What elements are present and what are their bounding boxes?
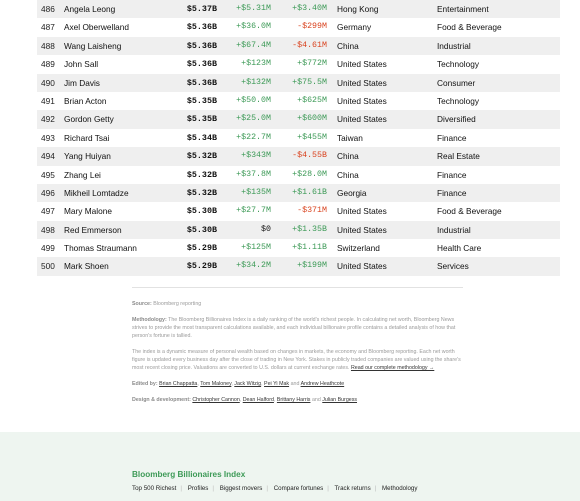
country-cell: China	[337, 40, 359, 51]
last-change-cell: +$132M	[241, 77, 271, 87]
rank-cell: 495	[41, 169, 55, 180]
designer-link[interactable]: Brittany Harris	[276, 397, 311, 403]
ytd-change-cell: +$28.0M	[292, 169, 327, 179]
nav-separator: |	[266, 485, 268, 492]
table-row[interactable]	[37, 239, 560, 257]
rank-cell: 496	[41, 187, 55, 198]
table-row[interactable]	[37, 0, 560, 18]
country-cell: United States	[337, 206, 387, 217]
last-change-cell: +$22.7M	[236, 132, 271, 142]
industry-cell: Consumer	[437, 77, 476, 88]
industry-cell: Services	[437, 261, 469, 272]
name-cell[interactable]: Angela Leong	[64, 4, 116, 14]
industry-cell: Industrial	[437, 40, 471, 51]
editor-link[interactable]: Andrew Heathcote	[300, 381, 345, 387]
last-change-cell: +$343M	[241, 151, 271, 161]
ytd-change-cell: +$3.40M	[292, 4, 327, 13]
editors-and: and	[290, 381, 300, 387]
name-cell[interactable]: Jim Davis	[64, 77, 100, 88]
source-label: Source:	[132, 301, 152, 307]
index-note	[132, 348, 463, 372]
industry-cell: Diversified	[437, 114, 476, 125]
net-worth-cell: $5.29B	[186, 243, 217, 254]
last-change-cell: +$25.0M	[236, 114, 271, 124]
rank-cell: 488	[41, 40, 55, 51]
rank-cell: 486	[41, 4, 55, 14]
edited-by-note: Edited by: Brian Chappatta, Tom Maloney, Jack Witzig, Pei Yi Mak and Andrew Heathcote	[132, 381, 345, 387]
table-row[interactable]	[37, 166, 560, 184]
ytd-change-cell: +$772M	[297, 59, 327, 69]
rank-cell: 490	[41, 77, 55, 88]
table-row[interactable]	[37, 202, 560, 220]
last-change-cell: +$34.2M	[236, 261, 271, 271]
name-cell[interactable]: Thomas Straumann	[64, 243, 137, 254]
country-cell: Georgia	[337, 187, 367, 198]
table-row[interactable]	[37, 37, 560, 55]
net-worth-cell: $5.37B	[186, 4, 217, 14]
last-change-cell: +$123M	[241, 59, 271, 69]
name-cell[interactable]: Brian Acton	[64, 95, 107, 106]
design-note: Design & development: Christopher Cannon, Dean Halford, Brittany Harris and Julian Burgess	[132, 397, 358, 403]
net-worth-cell: $5.29B	[186, 261, 217, 272]
rank-cell: 499	[41, 243, 55, 254]
industry-cell: Finance	[437, 132, 467, 143]
editor-link[interactable]: Pei Yi Mak	[264, 381, 290, 387]
name-cell[interactable]: Wang Laisheng	[64, 40, 122, 51]
name-cell[interactable]: Mary Malone	[64, 206, 112, 217]
industry-cell: Food & Beverage	[437, 206, 502, 217]
name-cell[interactable]: Mikheil Lomtadze	[64, 187, 129, 198]
name-cell[interactable]: John Sall	[64, 59, 99, 70]
country-cell: China	[337, 151, 359, 162]
rank-cell: 498	[41, 224, 55, 235]
designer-link[interactable]: Dean Halford	[242, 397, 274, 403]
designer-link[interactable]: Christopher Cannon	[192, 397, 240, 403]
country-cell: United States	[337, 95, 387, 106]
name-cell[interactable]: Yang Huiyan	[64, 151, 111, 162]
country-cell: China	[337, 169, 359, 180]
country-cell: Germany	[337, 22, 372, 33]
nav-separator: |	[374, 485, 377, 492]
net-worth-cell: $5.34B	[186, 132, 217, 143]
rank-cell: 500	[41, 261, 55, 272]
footer-brand[interactable]: Bloomberg Billionaires Index	[132, 470, 246, 479]
industry-cell: Industrial	[437, 224, 471, 235]
notes-section	[132, 287, 463, 412]
designers-and: and	[311, 397, 321, 403]
ytd-change-cell: -$4.61M	[292, 40, 327, 50]
name-cell[interactable]: Mark Shoen	[64, 261, 109, 272]
ytd-change-cell: +$75.5M	[292, 77, 327, 87]
table-row[interactable]	[37, 129, 560, 147]
methodology-note	[132, 316, 463, 340]
last-change-cell: +$67.4M	[236, 40, 271, 50]
rank-cell: 489	[41, 59, 55, 70]
table-row[interactable]	[37, 74, 560, 92]
nav-separator: |	[180, 485, 182, 492]
ytd-change-cell: +$1.11B	[292, 243, 327, 253]
net-worth-cell: $5.32B	[186, 187, 217, 198]
nav-separator: |	[327, 485, 329, 492]
footer-nav-track-returns[interactable]: Track returns	[334, 485, 371, 492]
methodology-text: The Bloomberg Billionaires Index is a daily ranking of the world's richest people. In calculating net worth, Bloomberg News strives to provide the most transparent calculations available, and each individual billionaire profile contains a detailed analysis of how that person's fortune is tallied.	[132, 317, 456, 339]
table-row[interactable]	[37, 55, 560, 73]
editor-link[interactable]: Tom Maloney	[200, 381, 232, 387]
designer-link[interactable]: Julian Burgess	[322, 397, 358, 403]
table-row[interactable]	[37, 184, 560, 202]
net-worth-cell: $5.35B	[186, 114, 217, 125]
country-cell: United States	[337, 224, 387, 235]
net-worth-cell: $5.32B	[186, 151, 217, 162]
ytd-change-cell: +$199M	[297, 261, 327, 271]
country-cell: Switzerland	[337, 243, 380, 254]
table-row[interactable]	[37, 147, 560, 165]
table-row[interactable]	[37, 92, 560, 110]
name-cell[interactable]: Richard Tsai	[64, 132, 110, 143]
edited-label: Edited by:	[132, 381, 158, 387]
footer-nav-methodology[interactable]: Methodology	[382, 485, 418, 492]
industry-cell: Technology	[437, 95, 479, 106]
footer-nav-top500[interactable]: Top 500 Richest	[132, 485, 177, 492]
name-cell[interactable]: Zhang Lei	[64, 169, 101, 180]
billionaires-table	[37, 0, 560, 276]
ytd-change-cell: +$1.35B	[292, 224, 327, 234]
footer-nav-compare-fortunes[interactable]: Compare fortunes	[273, 485, 324, 492]
table-row[interactable]	[37, 221, 560, 239]
name-cell[interactable]: Red Emmerson	[64, 224, 122, 235]
last-change-cell: +$125M	[241, 243, 271, 253]
net-worth-cell: $5.36B	[186, 22, 217, 33]
net-worth-cell: $5.30B	[186, 206, 217, 217]
industry-cell: Health Care	[437, 243, 482, 254]
country-cell: United States	[337, 261, 387, 272]
country-cell: United States	[337, 59, 387, 70]
last-change-cell: +$37.8M	[236, 169, 271, 179]
methodology-link[interactable]: Read our complete methodology →	[350, 365, 435, 371]
last-change-cell: +$36.0M	[236, 22, 271, 32]
industry-cell: Finance	[437, 169, 467, 180]
last-change-cell: +$5.31M	[236, 4, 271, 13]
last-change-cell: $0	[261, 224, 271, 234]
country-cell: Hong Kong	[337, 4, 379, 14]
industry-cell: Real Estate	[437, 151, 480, 162]
ytd-change-cell: +$625M	[297, 95, 327, 105]
net-worth-cell: $5.32B	[186, 169, 217, 180]
country-cell: Taiwan	[337, 132, 363, 143]
rank-cell: 497	[41, 206, 55, 217]
ytd-change-cell: -$299M	[297, 22, 327, 32]
net-worth-cell: $5.30B	[186, 224, 217, 235]
rank-cell: 491	[41, 95, 55, 106]
editor-link[interactable]: Jack Witzig	[234, 381, 262, 387]
ytd-change-cell: -$371M	[297, 206, 327, 216]
ytd-change-cell: +$455M	[297, 132, 327, 142]
net-worth-cell: $5.35B	[186, 95, 217, 106]
net-worth-cell: $5.36B	[186, 59, 217, 70]
ytd-change-cell: -$4.55B	[292, 151, 327, 161]
industry-cell: Technology	[437, 59, 479, 70]
rank-cell: 487	[41, 22, 55, 33]
table-row[interactable]	[37, 257, 560, 275]
footer-nav	[132, 485, 417, 492]
industry-cell: Food & Beverage	[437, 22, 502, 33]
source-note	[132, 300, 463, 308]
rank-cell: 492	[41, 114, 55, 125]
industry-cell: Finance	[437, 187, 467, 198]
last-change-cell: +$27.7M	[236, 206, 271, 216]
last-change-cell: +$135M	[241, 187, 271, 197]
name-cell[interactable]: Gordon Getty	[64, 114, 114, 125]
table-row[interactable]	[37, 18, 560, 36]
rank-cell: 494	[41, 151, 55, 162]
ytd-change-cell: +$1.61B	[292, 187, 327, 197]
net-worth-cell: $5.36B	[186, 77, 217, 88]
table-row[interactable]	[37, 110, 560, 128]
footer-nav-biggest-movers[interactable]: Biggest movers	[219, 485, 263, 492]
name-cell[interactable]: Axel Oberwelland	[64, 22, 130, 33]
footer-nav-profiles[interactable]: Profiles	[187, 485, 209, 492]
methodology-label: Methodology:	[132, 317, 167, 323]
industry-cell: Entertainment	[437, 4, 489, 14]
index-text: The index is a dynamic measure of personal wealth based on changes in markets, the economy and Bloomberg reporting. Each net worth figure is updated every business day after the close of trading in New York. Stakes in publicly traded companies are valued using the share's most recent closing price. Valuations are converted to U.S. dollars at current exchange rates.	[132, 349, 461, 371]
net-worth-cell: $5.36B	[186, 40, 217, 51]
nav-separator: |	[212, 485, 214, 492]
editor-link[interactable]: Brian Chappatta	[159, 381, 198, 387]
footer	[0, 432, 580, 501]
ytd-change-cell: +$600M	[297, 114, 327, 124]
country-cell: United States	[337, 77, 387, 88]
source-text: Bloomberg reporting	[153, 301, 202, 307]
last-change-cell: +$50.0M	[236, 95, 271, 105]
country-cell: United States	[337, 114, 387, 125]
rank-cell: 493	[41, 132, 55, 143]
design-label: Design & development:	[132, 397, 191, 403]
